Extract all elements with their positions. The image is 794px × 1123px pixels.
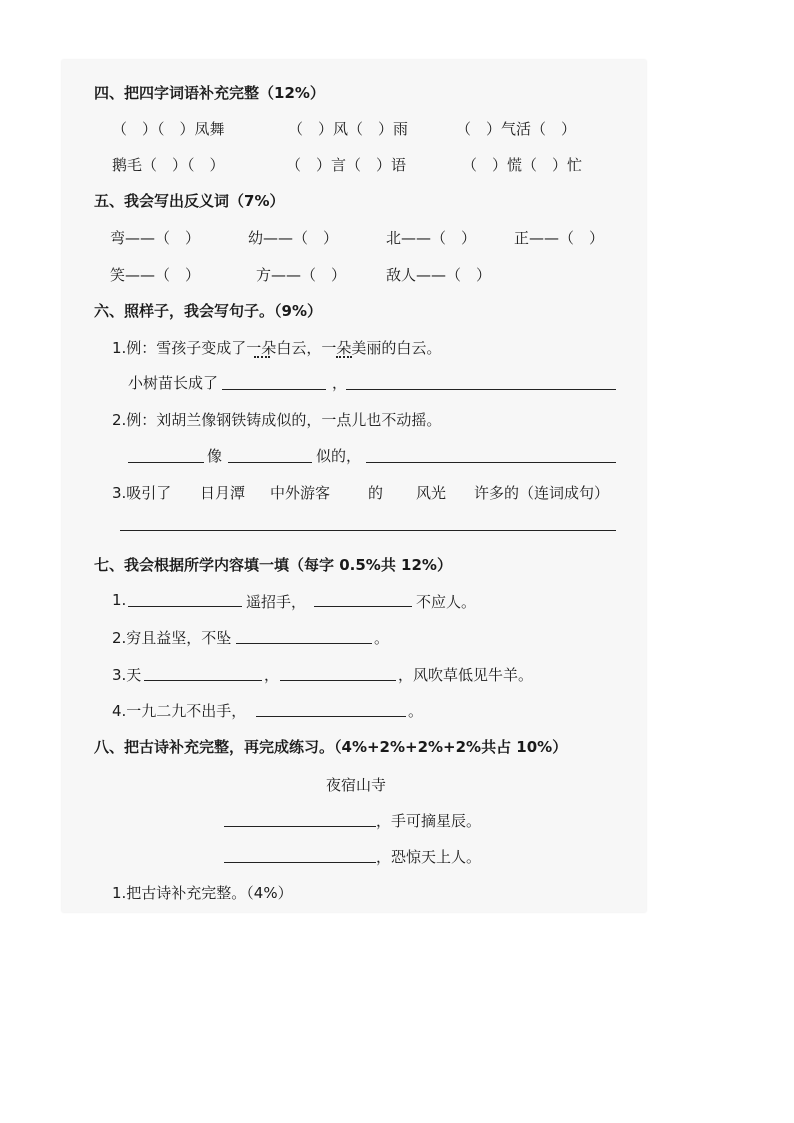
antonym-item: 北——（ ） [386, 229, 477, 247]
emphasis-dots [336, 356, 352, 358]
answer-blank[interactable] [236, 643, 372, 644]
idiom-item: （ ）风（ ）雨 [288, 120, 409, 138]
fill-text: ，风吹草低见牛羊。 [398, 666, 534, 684]
fill-text: 不应人。 [416, 593, 477, 611]
fill-text: 遥招手， [246, 593, 307, 611]
answer-blank[interactable] [280, 680, 396, 681]
fill-text: 。 [408, 702, 424, 720]
poem-title: 夜宿山寺 [326, 776, 387, 794]
answer-blank[interactable] [128, 462, 204, 463]
answer-blank[interactable] [314, 606, 412, 607]
section-7-title: 七、我会根据所学内容填一填（每字 0.5%共 12%） [94, 556, 452, 574]
answer-blank[interactable] [222, 389, 326, 390]
sentence-word: 似的， [316, 447, 362, 465]
answer-blank[interactable] [256, 716, 406, 717]
fill-num: 1. [112, 591, 127, 609]
poem-blank[interactable] [224, 862, 376, 863]
emphasis-dots [254, 356, 270, 358]
section-6-title: 六、照样子，我会写句子。（9%） [94, 302, 322, 320]
section-5-title: 五、我会写出反义词（7%） [94, 192, 285, 210]
answer-blank[interactable] [128, 606, 242, 607]
antonym-item: 方——（ ） [256, 266, 347, 284]
poem-blank[interactable] [224, 826, 376, 827]
comma: ， [332, 374, 348, 392]
word-order-prompt: 3.吸引了 [112, 484, 172, 502]
answer-blank[interactable] [366, 462, 616, 463]
antonym-item: 幼——（ ） [248, 229, 339, 247]
section-4-title: 四、把四字词语补充完整（12%） [94, 84, 325, 102]
fill-text: 2.穷且益坚，不坠 [112, 629, 232, 647]
sentence-word: 像 [207, 447, 223, 465]
idiom-item: （ ）慌（ ）忙 [462, 156, 583, 174]
idiom-item: 鹅毛（ ）（ ） [112, 156, 225, 174]
fill-text: ， [264, 666, 280, 684]
exercise-question: 1.把古诗补充完整。（4%） [112, 884, 293, 902]
poem-line: ，手可摘星辰。 [376, 812, 482, 830]
fill-text: 4.一九二九不出手， [112, 702, 247, 720]
idiom-item: （ ）言（ ）语 [286, 156, 407, 174]
word-order-word: 风光 [416, 484, 447, 502]
example-sentence: 2.例：刘胡兰像钢铁铸成似的，一点儿也不动摇。 [112, 411, 442, 429]
poem-line: ，恐惊天上人。 [376, 848, 482, 866]
answer-blank[interactable] [120, 530, 616, 531]
answer-blank[interactable] [346, 389, 616, 390]
antonym-item: 笑——（ ） [110, 266, 201, 284]
antonym-item: 弯——（ ） [110, 229, 201, 247]
fill-text: 3.天 [112, 666, 142, 684]
answer-blank[interactable] [228, 462, 312, 463]
word-order-word: 的 [368, 484, 384, 502]
word-order-word: 日月潭 [200, 484, 246, 502]
antonym-item: 正——（ ） [514, 229, 605, 247]
example-sentence: 1.例：雪孩子变成了一朵白云，一朵美丽的白云。 [112, 339, 442, 357]
section-8-title: 八、把古诗补充完整，再完成练习。（4%+2%+2%+2%共占 10%） [94, 738, 568, 756]
antonym-item: 敌人——（ ） [386, 266, 492, 284]
sentence-lead: 小树苗长成了 [128, 374, 219, 392]
answer-blank[interactable] [144, 680, 262, 681]
fill-text: 。 [374, 629, 390, 647]
word-order-word: 中外游客 [270, 484, 331, 502]
word-order-word: 许多的（连词成句） [474, 484, 610, 502]
idiom-item: （ ）气活（ ） [456, 120, 577, 138]
idiom-item: （ ）（ ）凤舞 [112, 120, 225, 138]
